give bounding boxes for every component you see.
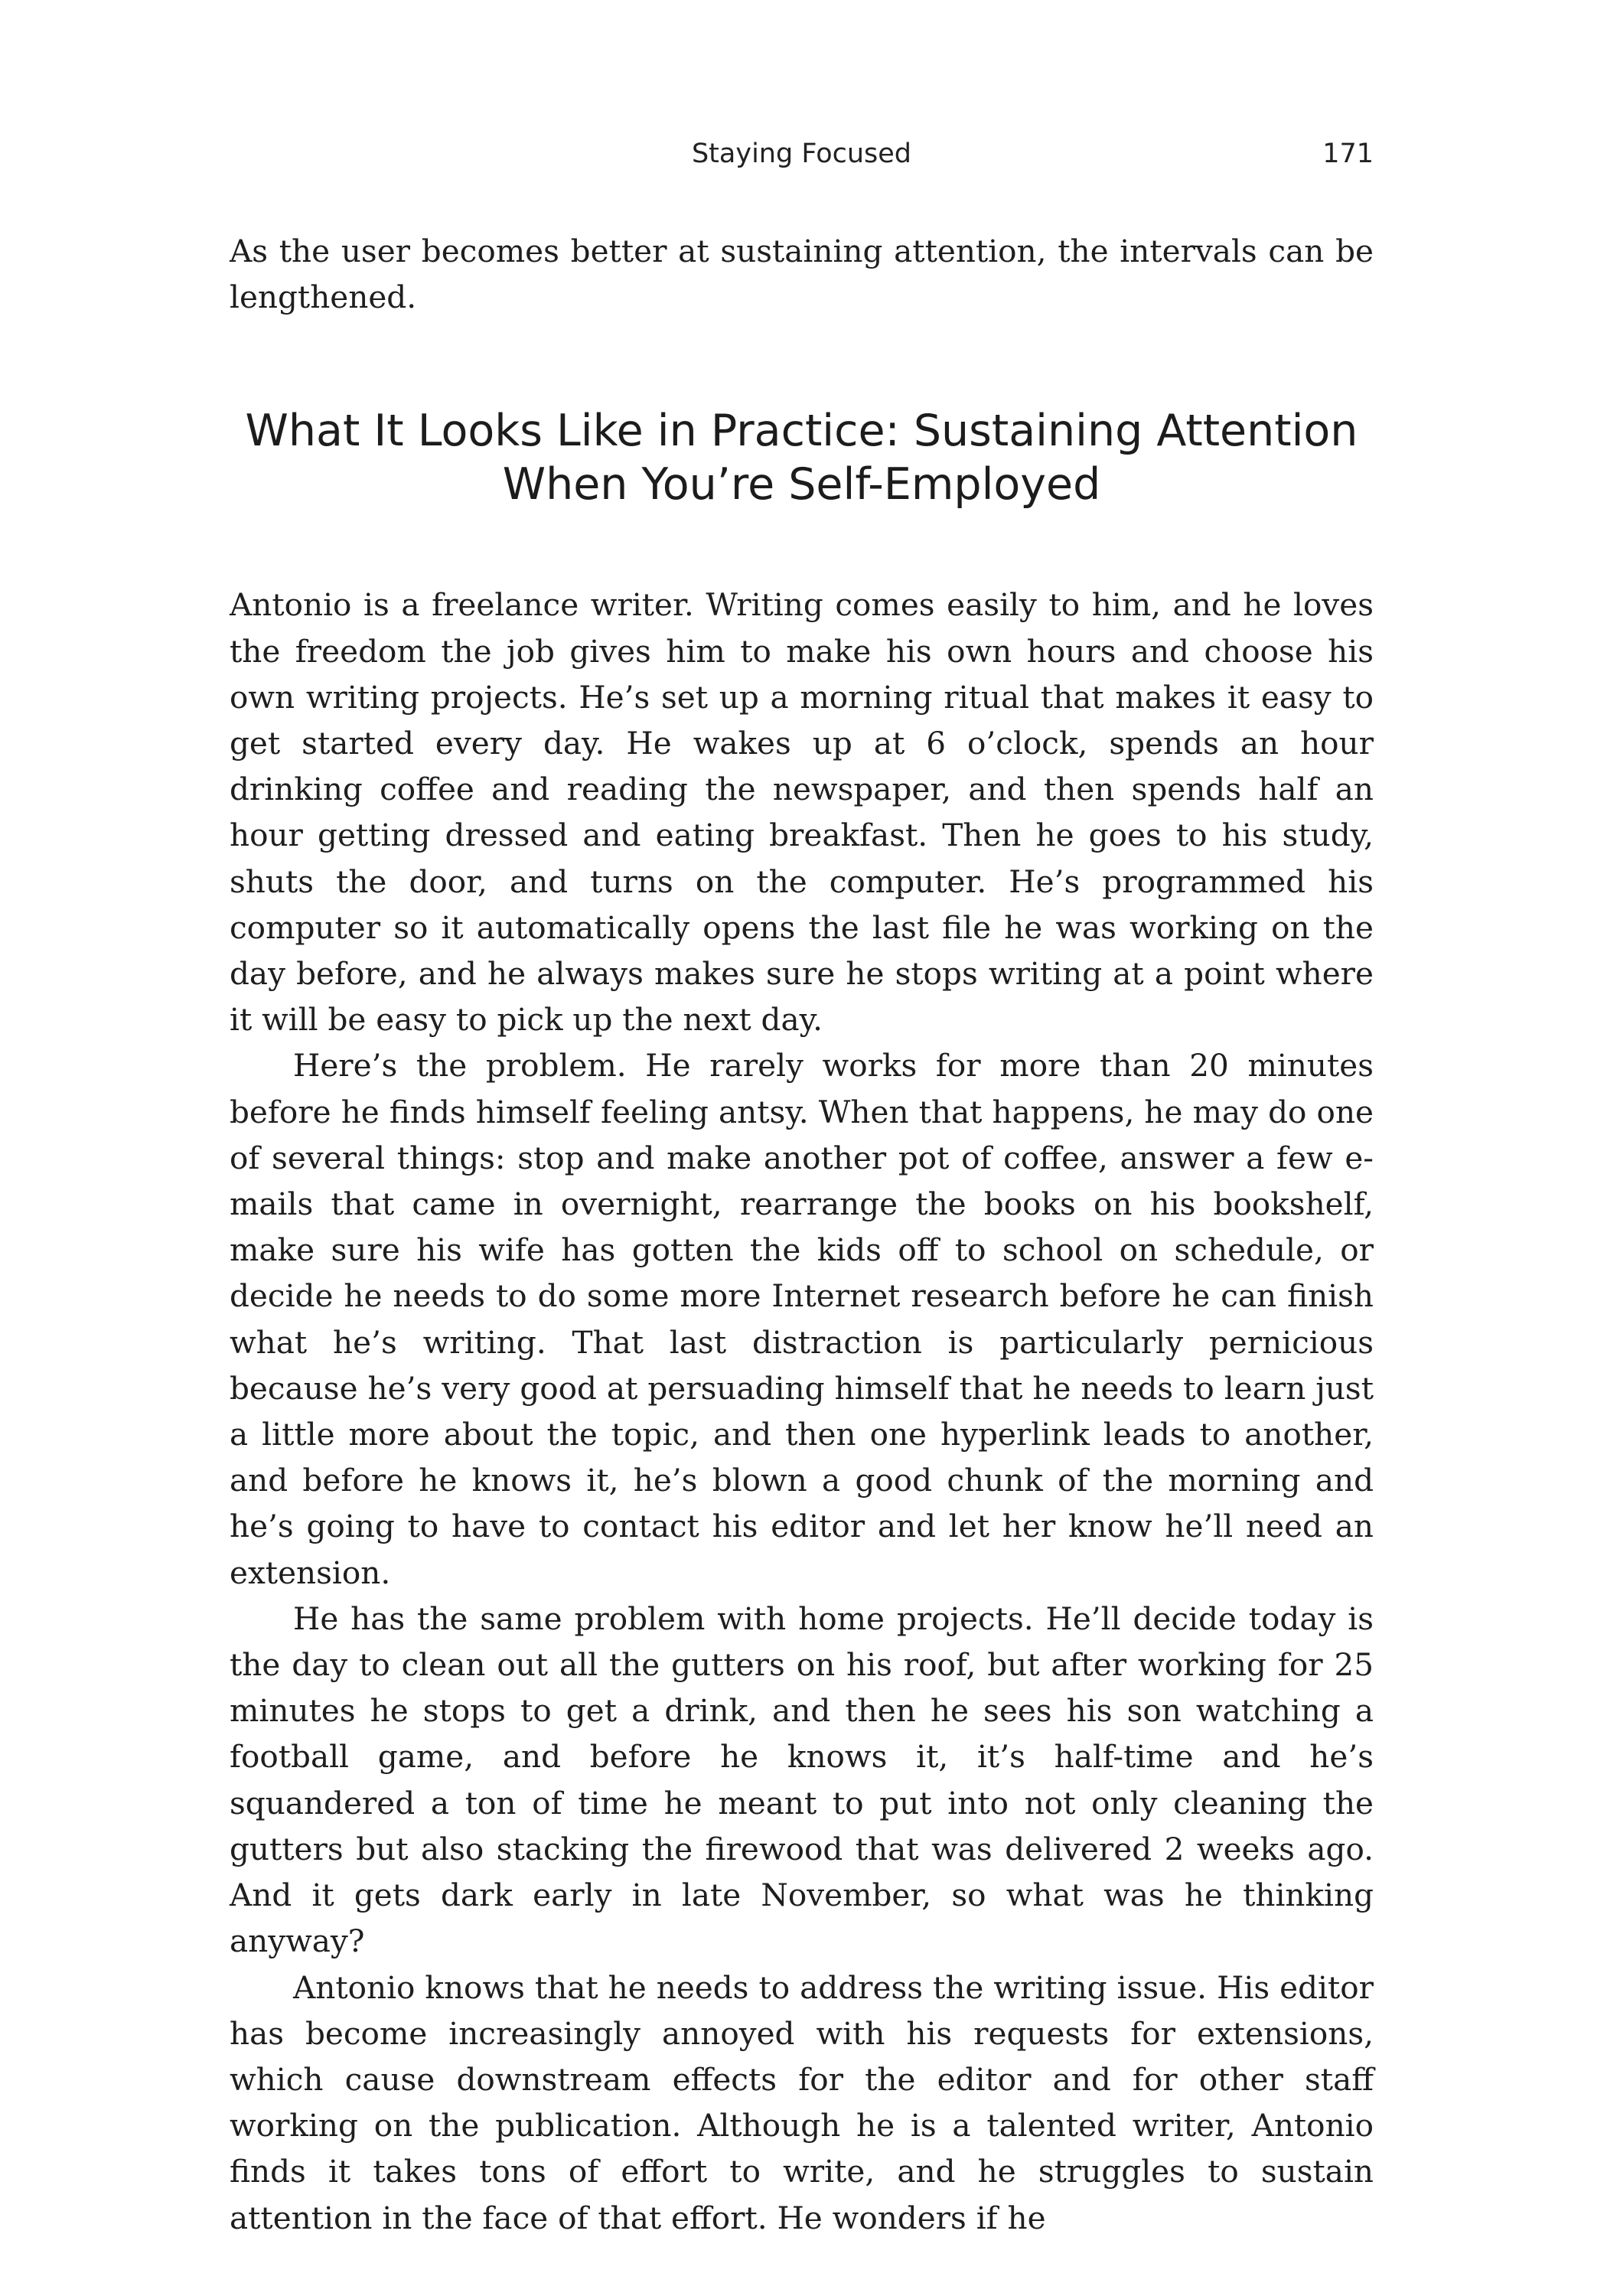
running-head-title: Staying Focused xyxy=(691,139,912,169)
main-text xyxy=(230,228,1374,2241)
body-paragraph-3: He has the same problem with home projects. He’ll decide today is the day to clean out all the gutters on his roof, but after working for 25 minutes he stops to get a drink, and then he sees his son watching a football game, and before he knows it, it’s half-time and he’s squandered a ton of time he meant to put into not only cleaning the gutters but also stacking the firewood that was delivered 2 weeks ago. And it gets dark early in late November, so what was he thinking anyway? xyxy=(230,1600,1374,1960)
body-paragraph-2: Here’s the problem. He rarely works for more than 20 minutes before he finds himself feeling antsy. When that happens, he may do one of several things: stop and make another pot of coffee, answer a few e-mails that came in overnight, rearrange the books on his bookshelf, make sure his wife has gotten the kids off to school on schedule, or decide he needs to do some more Internet research before he can finish what he’s writing. That last distraction is particularly pernicious because he’s very good at persuading himself that he needs to learn just a little more about the topic, and then one hyperlink leads to another, and before he knows it, he’s blown a good chunk of the morning and he’s going to have to contact his editor and let her know he’ll need an extension. xyxy=(230,1047,1374,1591)
section-heading-line-1: What It Looks Like in Practice: Sustaining Attention xyxy=(245,406,1358,457)
body-paragraph-4: Antonio knows that he needs to address the writing issue. His editor has become increasingly annoyed with his requests for extensions, which cause downstream effects for the editor and for other staff working on the publication. Although he is a talented writer, Antonio finds it takes tons of effort to write, and he struggles to sustain attention in the face of that effort. He wonders if he xyxy=(230,1968,1374,2236)
body-paragraph-1: Antonio is a freelance writer. Writing comes easily to him, and he loves the freedom the job gives him to make his own hours and choose his own writing projects. He’s set up a morning ritual that makes it easy to get started every day. He wakes up at 6 o’clock, spends an hour drinking coffee and reading the newspaper, and then spends half an hour getting dressed and eating breakfast. Then he goes to his study, shuts the door, and turns on the computer. He’s programmed his computer so it automatically opens the last file he was working on the day before, and he always makes sure he stops writing at a point where it will be easy to pick up the next day. xyxy=(230,586,1374,1039)
running-header xyxy=(230,135,1374,173)
section-heading-line-2: When You’re Self-Employed xyxy=(502,459,1101,510)
page-number: 171 xyxy=(1322,139,1374,169)
opening-paragraph: As the user becomes better at sustaining attention, the intervals can be lengthened. xyxy=(230,233,1374,316)
section-heading xyxy=(230,404,1374,511)
